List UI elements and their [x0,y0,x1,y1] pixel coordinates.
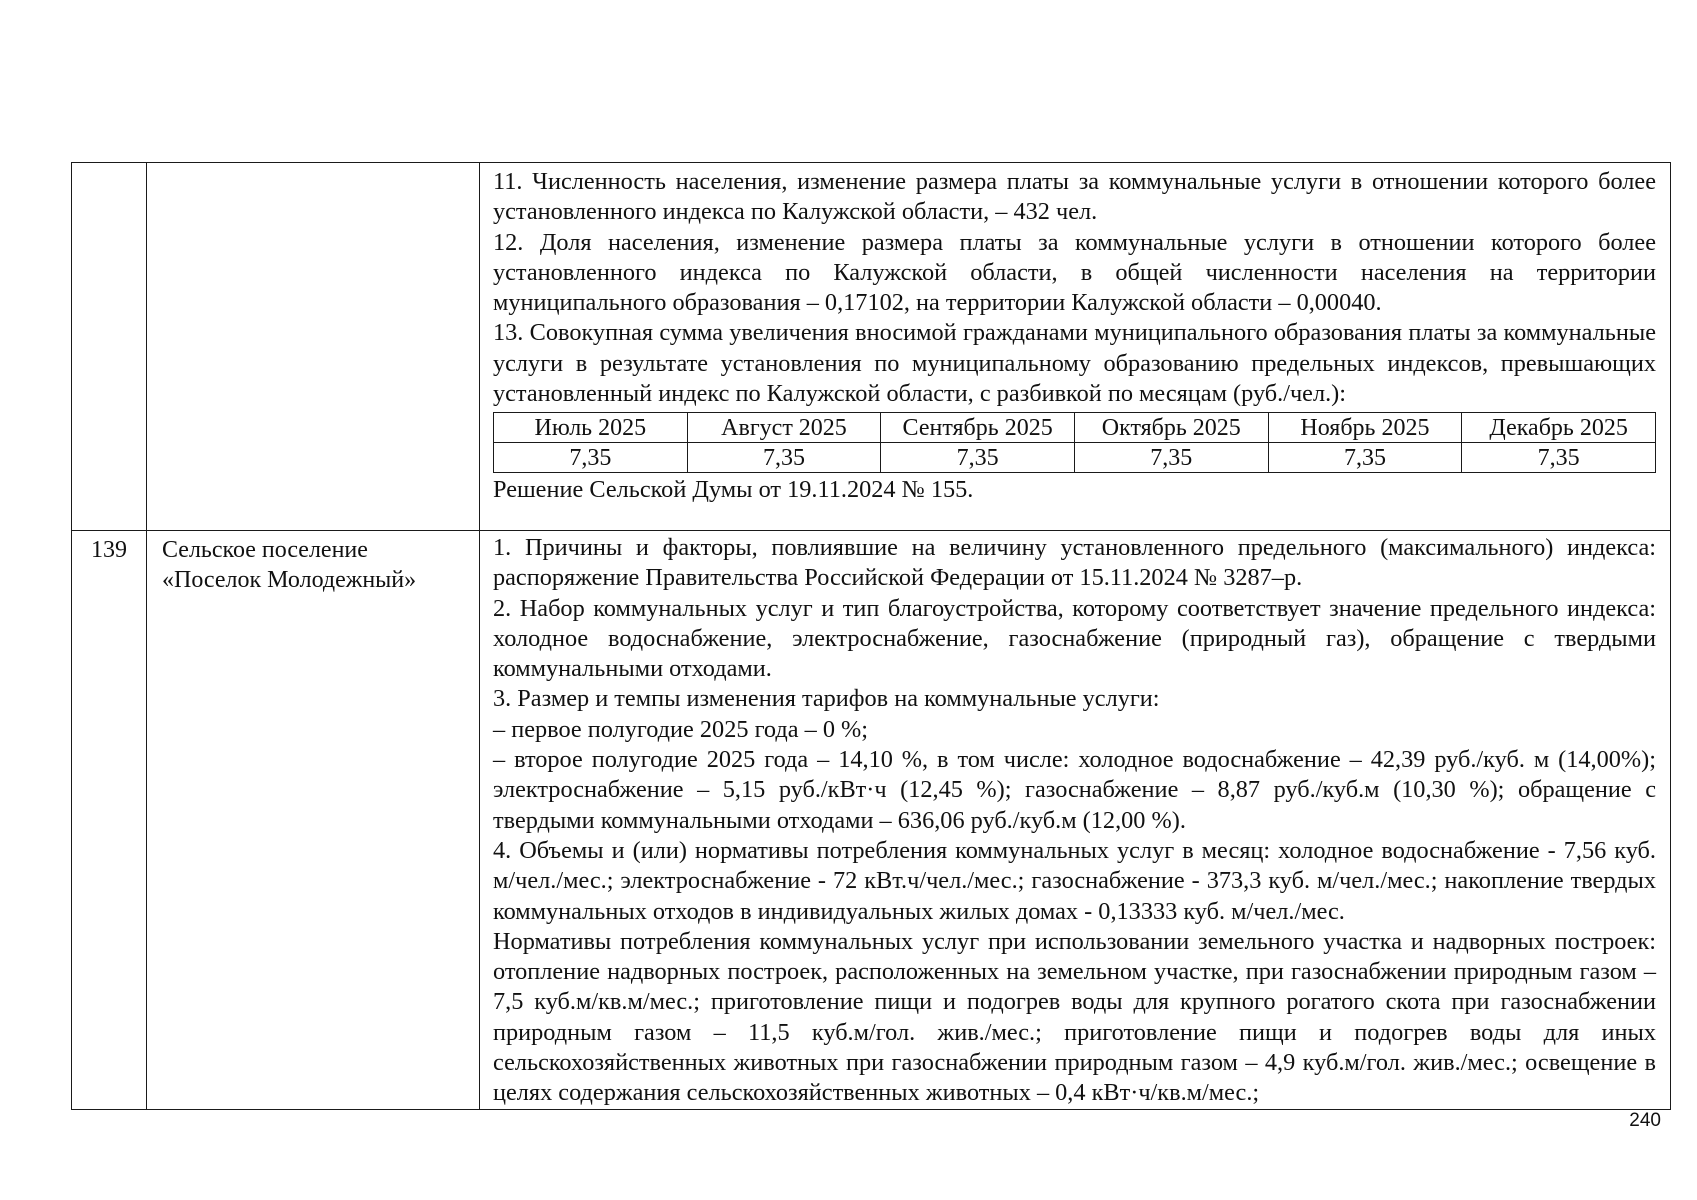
paragraph: 13. Совокупная сумма увеличения вносимой гражданами муниципального образования платы за коммунальные услуги в результате установления по муниципальному образованию предельных индексов, превышающих установленный индекс по Калужской области, с разбивкой по месяцам (руб./чел.): [493,319,1656,408]
paragraph: 1. Причины и факторы, повлиявшие на величину установленного предельного (максимального) индекса: распоряжение Правительства Российской Федерации от 15.11.2024 № 3287–р. [493,534,1656,592]
paragraph: – второе полугодие 2025 года – 14,10 %, в том числе: холодное водоснабжение – 42,39 руб./куб. м (14,00%); электроснабжение – 5,15 руб./кВт·ч (12,45 %); газоснабжение – 8,87 руб./куб.м (10,30 %); обращение с твердыми коммунальными отходами – 636,06 руб./куб.м (12,00 %). [493,746,1656,834]
page-number: 240 [1629,1110,1661,1131]
decision-reference: Решение Сельской Думы от 19.11.2024 № 155. [493,476,974,504]
row-number-cell [72,531,147,1110]
paragraph: 3. Размер и темпы изменения тарифов на коммунальные услуги: [493,685,1160,713]
month-header: Ноябрь 2025 [1268,413,1462,443]
municipality-name-line: Сельское поселение [162,537,368,563]
description-cell [480,163,1671,531]
month-header: Август 2025 [687,413,881,443]
month-value: 7,35 [1462,443,1656,473]
paragraph: 11. Численность населения, изменение размера платы за коммунальные услуги в отношении которого более установленного индекса по Калужской области, – 432 чел. [493,168,1656,226]
month-header: Октябрь 2025 [1074,413,1268,443]
months-value-row [494,443,1656,473]
paragraph: – первое полугодие 2025 года – 0 %; [493,715,869,743]
monthly-increase-table [493,412,1656,473]
paragraph: Нормативы потребления коммунальных услуг при использовании земельного участка и надворных построек: отопление надворных построек, расположенных на земельном участке, при газоснабжении природным газом – 7,5 куб.м/кв.м/мес.; приготовление пищи и подогрев воды для крупного рогатого скота при газоснабжении природным газом – 11,5 куб.м/гол. жив./мес.; приготовление пищи и подогрев воды для иных сельскохозяйственных животных при газоснабжении природным газом – 4,9 куб.м/гол. жив./мес.; освещение в целях содержания сельскохозяйственных животных – 0,4 кВт·ч/кв.м/мес.; [493,927,1656,1107]
table-row [72,531,1671,1110]
month-value: 7,35 [494,443,688,473]
municipality-name-cell [147,163,480,531]
month-value: 7,35 [687,443,881,473]
month-value: 7,35 [881,443,1075,473]
row-number-cell [72,163,147,531]
municipality-name-line: «Поселок Молодежный» [162,567,417,593]
month-header: Декабрь 2025 [1462,413,1656,443]
paragraph: 2. Набор коммунальных услуг и тип благоустройства, которому соответствует значение предельного индекса: холодное водоснабжение, электроснабжение, газоснабжение (природный газ), обращение с твердыми коммунальными отходами. [493,594,1656,683]
document-table [71,162,1671,1110]
municipality-name-cell [147,531,480,1110]
table-row [72,163,1671,531]
row-number: 139 [91,537,127,563]
paragraph: 4. Объемы и (или) нормативы потребления коммунальных услуг в месяц: холодное водоснабжение - 7,56 куб. м/чел./мес.; электроснабжение - 72 кВт.ч/чел./мес.; газоснабжение - 373,3 куб. м/чел./мес.; накопление твердых коммунальных отходов в индивидуальных жилых домах - 0,13333 куб. м/чел./мес. [493,836,1656,925]
month-header: Июль 2025 [494,413,688,443]
month-header: Сентябрь 2025 [881,413,1075,443]
description-cell [480,531,1671,1110]
month-value: 7,35 [1268,443,1462,473]
month-value: 7,35 [1074,443,1268,473]
paragraph: 12. Доля населения, изменение размера платы за коммунальные услуги в отношении которого более установленного индекса по Калужской области, в общей численности населения на территории муниципального образования – 0,17102, на территории Калужской области – 0,00040. [493,228,1656,317]
months-header-row [494,413,1656,443]
